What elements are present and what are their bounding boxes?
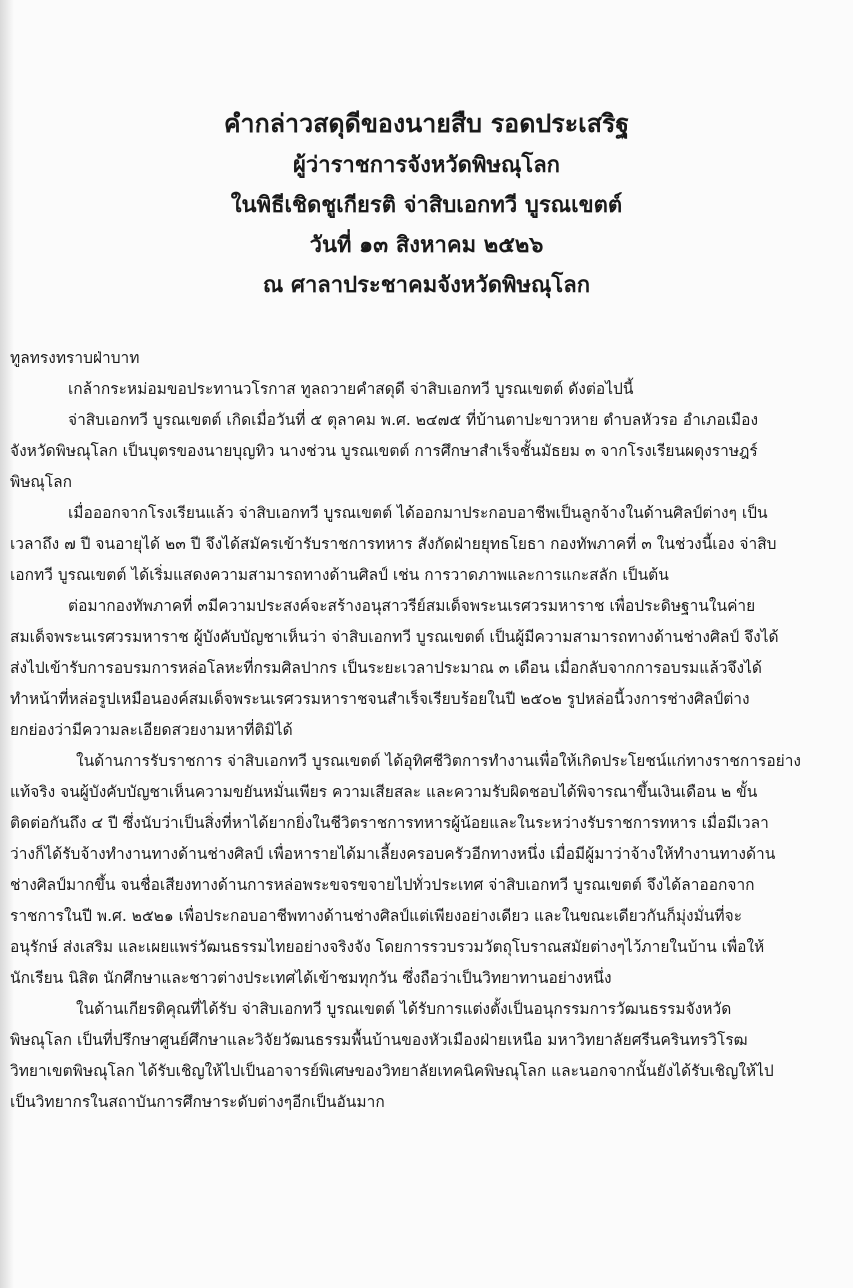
paragraph-line: ว่างก็ได้รับจ้างทำงานทางด้านช่างศิลป์ เพื่อหารายได้มาเลี้ยงครอบครัวอีกทางหนึ่ง เมื่อมีผู้มาว่าจ้างให้ทำงานทางด้าน	[10, 845, 776, 863]
paragraph-line: สมเด็จพระนเรศวรมหาราช ผู้บังคับบัญชาเห็นว่า จ่าสิบเอกทวี บูรณเขตต์ เป็นผู้มีความสามารถทางด้านช่างศิลป์ จึงได้	[10, 628, 779, 646]
paragraph-line: ในด้านการรับราชการ จ่าสิบเอกทวี บูรณเขตต์ ได้อุทิศชีวิตการทำงานเพื่อให้เกิดประโยชน์แก่ทางราชการอย่าง	[76, 752, 801, 770]
paragraph-line: ติดต่อกันถึง ๔ ปี ซึ่งนับว่าเป็นสิ่งที่หาได้ยากยิ่งในชีวิตราชการทหารผู้น้อยและในระหว่างรับราชการทหาร เมื่อมีเวลา	[10, 814, 769, 832]
paragraph-line: เป็นวิทยากรในสถาบันการศึกษาระดับต่างๆอีกเป็นอันมาก	[10, 1093, 385, 1111]
document-body	[10, 343, 830, 1118]
paragraph-line: ต่อมากองทัพภาคที่ ๓มีความประสงค์จะสร้างอนุสาวรีย์สมเด็จพระนเรศวรมหาราช เพื่อประดิษฐานในค่าย	[68, 597, 756, 615]
paragraph-line: ช่างศิลป์มากขึ้น จนชื่อเสียงทางด้านการหล่อพระขจรขจายไปทั่วประเทศ จ่าสิบเอกทวี บูรณเขตต์ จึงได้ลาออกจาก	[10, 876, 755, 894]
document-title	[40, 103, 813, 305]
paragraph-line: ทำหน้าที่หล่อรูปเหมือนองค์สมเด็จพระนเรศวรมหาราชจนสำเร็จเรียบร้อยในปี ๒๕๐๒ รูปหล่อนี้วงการช่างศิลป์ต่าง	[10, 690, 750, 708]
paragraph-line: เมื่อออกจากโรงเรียนแล้ว จ่าสิบเอกทวี บูรณเขตต์ ได้ออกมาประกอบอาชีพเป็นลูกจ้างในด้านศิลป์ต่างๆ เป็น	[68, 504, 768, 522]
paragraph-line: เกล้ากระหม่อมขอประทานวโรกาส ทูลถวายคำสดุดี จ่าสิบเอกทวี บูรณเขตต์ ดังต่อไปนี้	[68, 380, 634, 398]
paragraph-line: แท้จริง จนผู้บังคับบัญชาเห็นความขยันหมั่นเพียร ความเสียสละ และความรับผิดชอบได้พิจารณาขึ้นเงินเดือน ๒ ขั้น	[10, 783, 758, 801]
salutation: ทูลทรงทราบฝ่าบาท	[10, 349, 140, 367]
paragraph-line: พิษณุโลก	[10, 473, 73, 491]
paragraph-line: นักเรียน นิสิต นักศึกษาและชาวต่างประเทศได้เข้าชมทุกวัน ซึ่งถือว่าเป็นวิทยาทานอย่างหนึ่ง	[10, 969, 612, 987]
paragraph-line: จังหวัดพิษณุโลก เป็นบุตรของนายบุญทิว นางช่วน บูรณเขตต์ การศึกษาสำเร็จชั้นมัธยม ๓ จากโรงเรียนผดุงราษฎร์	[10, 442, 758, 460]
paragraph-line: พิษณุโลก เป็นที่ปรึกษาศูนย์ศึกษาและวิจัยวัฒนธรรมพื้นบ้านของหัวเมืองฝ่ายเหนือ มหาวิทยาลัยศรีนครินทรวิโรฒ	[10, 1031, 748, 1049]
paragraph-line: ราชการในปี พ.ศ. ๒๕๒๑ เพื่อประกอบอาชีพทางด้านช่างศิลป์แต่เพียงอย่างเดียว และในขณะเดียวกันก็มุ่งมั่นที่จะ	[10, 907, 743, 925]
paragraph-3	[10, 498, 830, 591]
paragraph-line: ยกย่องว่ามีความละเอียดสวยงามหาที่ติมิได้	[10, 721, 293, 739]
paragraph-4	[10, 591, 830, 746]
title-line-ceremony: ในพิธีเชิดชูเกียรติ จ่าสิบเอกทวี บูรณเขตต์	[230, 192, 623, 218]
paragraph-line: อนุรักษ์ ส่งเสริม และเผยแพร่วัฒนธรรมไทยอย่างจริงจัง โดยการรวบรวมวัตถุโบราณสมัยต่างๆไว้ภายในบ้าน เพื่อให้	[10, 938, 765, 956]
title-line-venue: ณ ศาลาประชาคมจังหวัดพิษณุโลก	[262, 272, 591, 298]
paragraph-line: เอกทวี บูรณเขตต์ ได้เริ่มแสดงความสามารถทางด้านศิลป์ เช่น การวาดภาพและการแกะสลัก เป็นต้น	[10, 566, 669, 584]
paragraph-5	[10, 746, 830, 994]
paragraph-6	[10, 994, 830, 1118]
title-line-governor: ผู้ว่าราชการจังหวัดพิษณุโลก	[293, 152, 560, 178]
paragraph-line: เวลาถึง ๗ ปี จนอายุได้ ๒๓ ปี จึงได้สมัครเข้ารับราชการทหาร สังกัดฝ่ายยุทธโยธา กองทัพภาคที่ ๓ ในช่วงนี้เอง จ่าสิบ	[10, 535, 777, 553]
paragraph-line: จ่าสิบเอกทวี บูรณเขตต์ เกิดเมื่อวันที่ ๕ ตุลาคม พ.ศ. ๒๔๗๕ ที่บ้านตาปะขาวหาย ตำบลหัวรอ อำเภอเมือง	[68, 411, 759, 429]
paragraph-line: ส่งไปเข้ารับการอบรมการหล่อโลหะที่กรมศิลปากร เป็นระยะเวลาประมาณ ๓ เดือน เมื่อกลับจากการอบรมแล้วจึงได้	[10, 659, 762, 677]
title-line-speech: คำกล่าวสดุดีของนายสืบ รอดประเสริฐ	[223, 109, 630, 138]
paragraph-2	[10, 405, 830, 498]
paragraph-1	[10, 374, 830, 405]
title-line-date: วันที่ ๑๓ สิงหาคม ๒๕๒๖	[309, 232, 544, 258]
paragraph-line: วิทยาเขตพิษณุโลก ได้รับเชิญให้ไปเป็นอาจารย์พิเศษของวิทยาลัยเทคนิคพิษณุโลก และนอกจากนั้นยังได้รับเชิญให้ไป	[10, 1062, 774, 1080]
paragraph-line: ในด้านเกียรติคุณที่ได้รับ จ่าสิบเอกทวี บูรณเขตต์ ได้รับการแต่งตั้งเป็นอนุกรรมการวัฒนธรรมจังหวัด	[76, 1000, 732, 1018]
